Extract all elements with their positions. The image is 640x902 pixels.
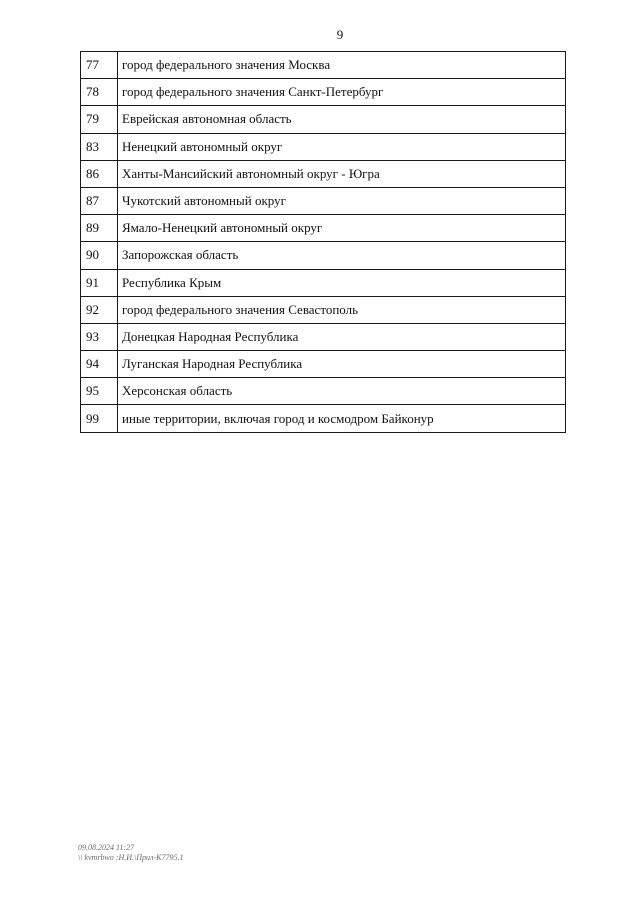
region-code-cell: 91 xyxy=(81,269,118,296)
region-code-cell: 86 xyxy=(81,160,118,187)
stamp-file-path: \\ kvmrbwo :Н.И.\Прил-К7795.1 xyxy=(78,852,184,862)
region-name-cell: Ханты-Мансийский автономный округ - Югра xyxy=(118,160,566,187)
region-name-cell: иные территории, включая город и космодром Байконур xyxy=(118,405,566,432)
region-code-cell: 77 xyxy=(81,52,118,79)
region-code-cell: 92 xyxy=(81,296,118,323)
region-code-cell: 93 xyxy=(81,323,118,350)
region-code-cell: 78 xyxy=(81,79,118,106)
table-row xyxy=(81,296,566,323)
region-code-cell: 90 xyxy=(81,242,118,269)
table-row xyxy=(81,79,566,106)
region-name-cell: город федерального значения Москва xyxy=(118,52,566,79)
table-row xyxy=(81,160,566,187)
region-name-cell: Луганская Народная Республика xyxy=(118,351,566,378)
region-code-cell: 95 xyxy=(81,378,118,405)
table-row xyxy=(81,187,566,214)
stamp-datetime: 09.08.2024 11:27 xyxy=(78,843,135,852)
regions-table xyxy=(80,51,566,433)
region-name-cell: Республика Крым xyxy=(118,269,566,296)
document-stamp xyxy=(78,843,183,862)
region-code-cell: 99 xyxy=(81,405,118,432)
region-code-cell: 87 xyxy=(81,187,118,214)
region-name-cell: Ненецкий автономный округ xyxy=(118,133,566,160)
region-code-cell: 89 xyxy=(81,215,118,242)
region-name-cell: Еврейская автономная область xyxy=(118,106,566,133)
table-row xyxy=(81,351,566,378)
table-row xyxy=(81,215,566,242)
table-row xyxy=(81,106,566,133)
table-row xyxy=(81,52,566,79)
region-name-cell: Донецкая Народная Республика xyxy=(118,323,566,350)
table-row xyxy=(81,378,566,405)
table-row xyxy=(81,405,566,432)
region-code-cell: 94 xyxy=(81,351,118,378)
region-name-cell: Ямало-Ненецкий автономный округ xyxy=(118,215,566,242)
region-name-cell: город федерального значения Санкт-Петербург xyxy=(118,79,566,106)
table-row xyxy=(81,242,566,269)
region-name-cell: город федерального значения Севастополь xyxy=(118,296,566,323)
page-number: 9 xyxy=(336,27,344,42)
region-code-cell: 83 xyxy=(81,133,118,160)
table-row xyxy=(81,269,566,296)
regions-table-body xyxy=(81,52,566,433)
region-code-cell: 79 xyxy=(81,106,118,133)
table-row xyxy=(81,323,566,350)
region-name-cell: Запорожская область xyxy=(118,242,566,269)
table-row xyxy=(81,133,566,160)
region-name-cell: Чукотский автономный округ xyxy=(118,187,566,214)
region-name-cell: Херсонская область xyxy=(118,378,566,405)
